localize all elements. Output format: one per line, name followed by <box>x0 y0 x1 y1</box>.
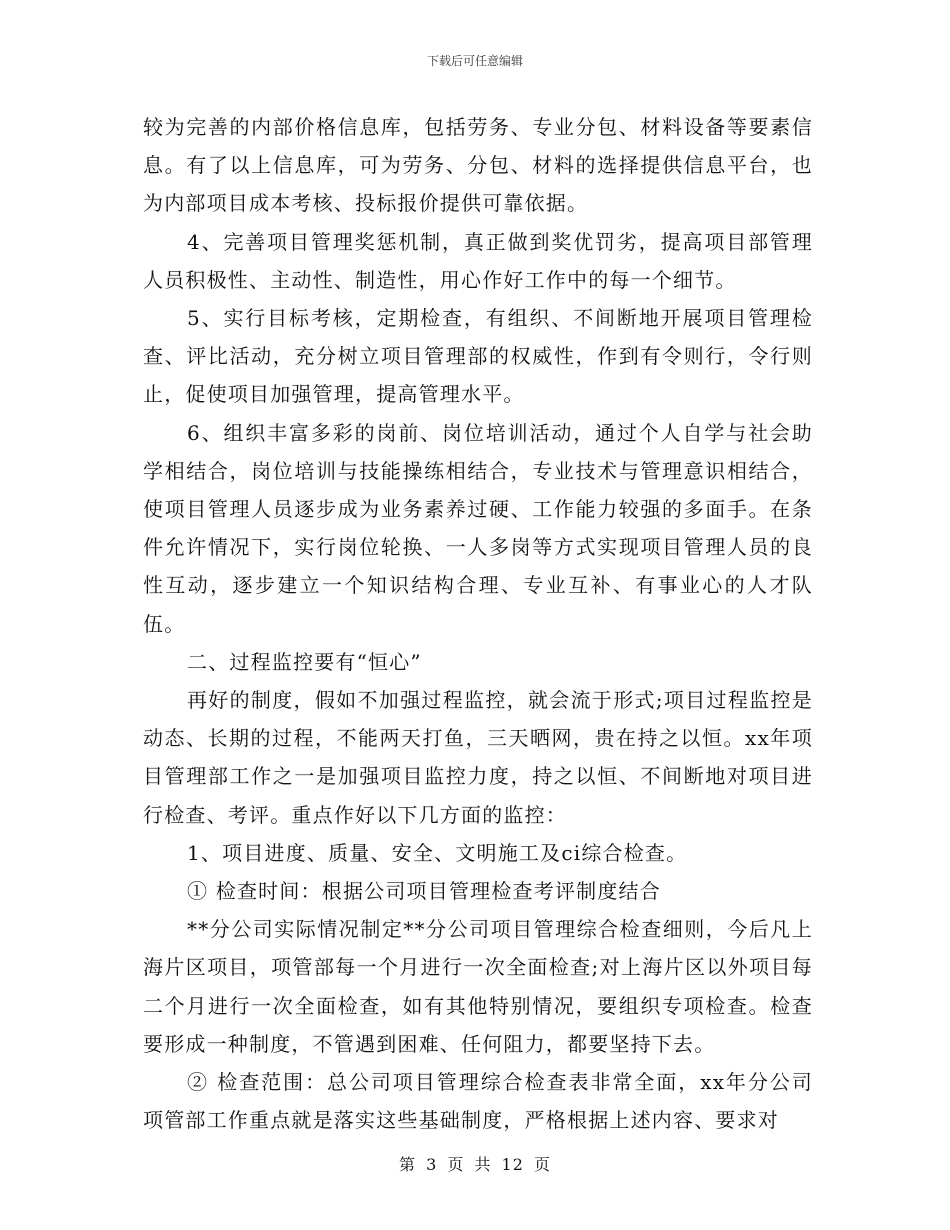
list-item: ② 检查范围：总公司项目管理综合检查表非常全面，xx年分公司项管部工作重点就是落实这些基础制度，严格根据上述内容、要求对 <box>143 1070 813 1133</box>
paragraph: 5、实行目标考核，定期检查，有组织、不间断地开展项目管理检查、评比活动，充分树立项目管理部的权威性，作到有令则行，令行则止，促使项目加强管理，提高管理水平。 <box>143 306 813 407</box>
list-item: 1、项目进度、质量、安全、文明施工及ci综合检查。 <box>187 840 688 865</box>
paragraph: **分公司实际情况制定**分公司项目管理综合检查细则，今后凡上海片区项目，项管部每一个月进行一次全面检查;对上海片区以外项目每二个月进行一次全面检查，如有其他特别情况，要组织专项检查。检查要形成一种制度，不管遇到困难、任何阻力，都要坚持下去。 <box>143 917 813 1056</box>
page-header: 下载后可任意编辑 <box>426 54 523 68</box>
paragraph: 4、完善项目管理奖惩机制，真正做到奖优罚劣，提高项目部管理人员积极性、主动性、制造性，用心作好工作中的每一个细节。 <box>143 229 813 292</box>
paragraph: 再好的制度，假如不加强过程监控，就会流于形式;项目过程监控是动态、长期的过程，不能两天打鱼，三天晒网，贵在持之以恒。xx年项目管理部工作之一是加强项目监控力度，持之以恒、不间断地对项目进行检查、考评。重点作好以下几方面的监控： <box>143 688 813 827</box>
document-body <box>143 108 813 1139</box>
paragraph: 较为完善的内部价格信息库，包括劳务、专业分包、材料设备等要素信息。有了以上信息库，可为劳务、分包、材料的选择提供信息平台，也为内部项目成本考核、投标报价提供可靠依据。 <box>143 115 813 216</box>
section-heading: 二、过程监控要有“恒心” <box>187 649 422 674</box>
page-number: 第 3 页 共 12 页 <box>399 1155 551 1174</box>
list-item: ① 检查时间：根据公司项目管理检查考评制度结合 <box>187 879 661 904</box>
paragraph: 6、组织丰富多彩的岗前、岗位培训活动，通过个人自学与社会助学相结合，岗位培训与技能操练相结合，专业技术与管理意识相结合，使项目管理人员逐步成为业务素养过硬、工作能力较强的多面手。在条件允许情况下，实行岗位轮换、一人多岗等方式实现项目管理人员的良性互动，逐步建立一个知识结构合理、专业互补、有事业心的人才队伍。 <box>143 420 813 636</box>
